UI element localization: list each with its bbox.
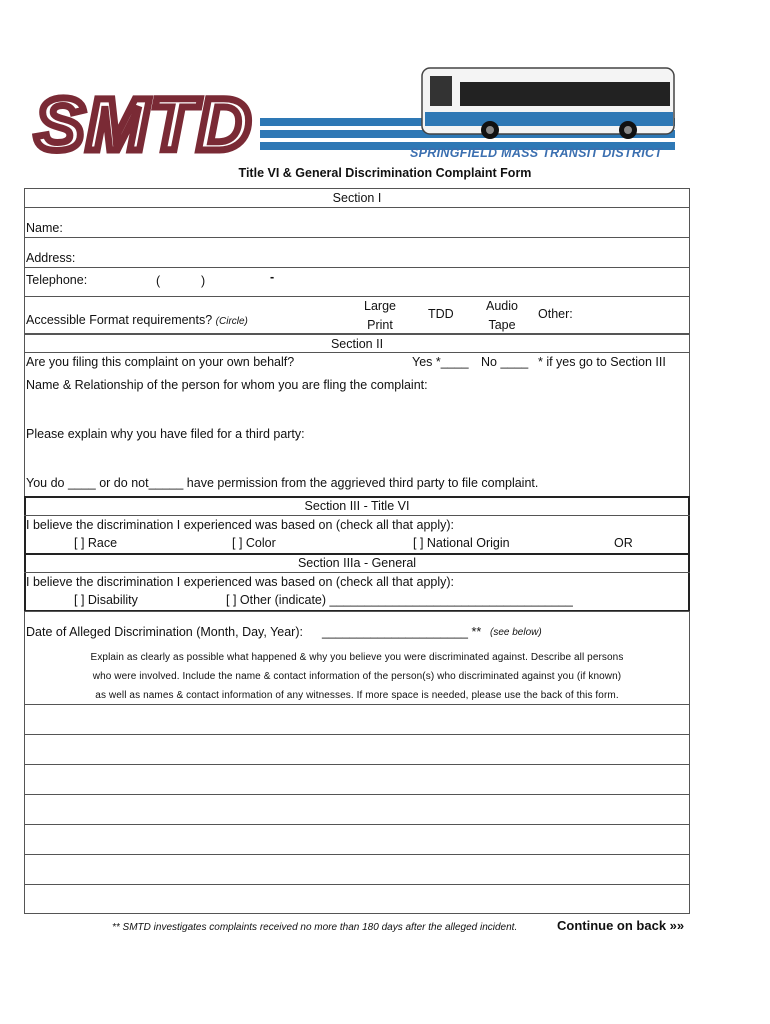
bus-icon (422, 68, 674, 139)
section-3a-heading: Section IIIa - General (297, 556, 417, 570)
name-label: Name: (26, 221, 63, 235)
divider (24, 704, 690, 705)
yes-option: Yes *____ (412, 355, 469, 369)
answer-line[interactable] (24, 764, 690, 765)
address-label: Address: (26, 251, 76, 265)
answer-line[interactable] (24, 824, 690, 825)
divider (24, 515, 690, 516)
section-3a-prompt: I believe the discrimination I experienced was based on (check all that apply): (26, 575, 455, 589)
third-party-question: Please explain why you have filed for a third party: (26, 427, 305, 441)
district-name: SPRINGFIELD MASS TRANSIT DISTRICT (410, 146, 663, 160)
date-blank[interactable]: _____________________ ** (322, 625, 482, 639)
logo-text: SMTD (35, 83, 253, 166)
phone-open-paren: ( (156, 274, 161, 288)
answer-line[interactable] (24, 794, 690, 795)
audio-line-1: Audio (486, 299, 518, 313)
answer-line[interactable] (24, 854, 690, 855)
answer-line[interactable] (24, 884, 690, 885)
accessible-format-hint: (Circle) (215, 316, 248, 327)
option-audio-tape (477, 297, 527, 335)
continue-on-back: Continue on back »» (557, 918, 685, 933)
other-indicate-checkbox[interactable]: [ ] Other (indicate) ___________________________________ (226, 593, 573, 607)
section-3-prompt: I believe the discrimination I experienced was based on (check all that apply): (26, 518, 455, 532)
section-1-heading: Section I (332, 191, 382, 205)
phone-dash: - (270, 270, 275, 284)
answer-line[interactable] (24, 734, 690, 735)
instructions-line-3: as well as names & contact information of any witnesses. If more space is needed, please use the back of this form. (95, 690, 619, 701)
phone-close-paren: ) (201, 274, 206, 288)
accessible-format-text: Accessible Format requirements? (26, 313, 213, 327)
divider (24, 237, 690, 238)
audio-line-2: Tape (488, 318, 516, 332)
section-3-heading: Section III - Title VI (304, 499, 410, 513)
form-title: Title VI & General Discrimination Complaint Form (238, 166, 532, 180)
date-label: Date of Alleged Discrimination (Month, Day, Year): (26, 625, 303, 639)
see-below-note: (see below) (490, 627, 542, 638)
national-origin-checkbox[interactable]: [ ] National Origin (413, 536, 510, 550)
instructions-line-1: Explain as clearly as possible what happened & why you believe you were discriminated against. Describe all persons (90, 652, 624, 663)
option-tdd: TDD (428, 307, 454, 321)
no-option: No ____ (481, 355, 529, 369)
permission-statement: You do ____ or do not_____ have permission from the aggrieved third party to file complaint. (26, 476, 539, 490)
divider (24, 267, 690, 268)
large-print-line-2: Print (367, 318, 393, 332)
divider (24, 352, 690, 353)
option-other: Other: (538, 307, 573, 321)
race-checkbox[interactable]: [ ] Race (74, 536, 118, 550)
section-2-heading: Section II (330, 337, 384, 351)
instructions-line-2: who were involved. Include the name & contact information of the person(s) who discriminated against you (if known) (92, 671, 622, 682)
own-behalf-question: Are you filing this complaint on your own behalf? (26, 355, 295, 369)
or-label: OR (614, 536, 633, 550)
divider (24, 572, 690, 573)
large-print-line-1: Large (364, 299, 396, 313)
relationship-question: Name & Relationship of the person for whom you are fling the complaint: (26, 378, 428, 392)
option-large-print (352, 297, 408, 335)
disability-checkbox[interactable]: [ ] Disability (74, 593, 138, 607)
yes-note: * if yes go to Section III (538, 355, 666, 369)
accessible-format-label (26, 313, 248, 327)
footer-note: ** SMTD investigates complaints received no more than 180 days after the alleged incident. (112, 922, 518, 933)
telephone-label: Telephone: (26, 273, 88, 287)
color-checkbox[interactable]: [ ] Color (232, 536, 276, 550)
divider (24, 207, 690, 208)
